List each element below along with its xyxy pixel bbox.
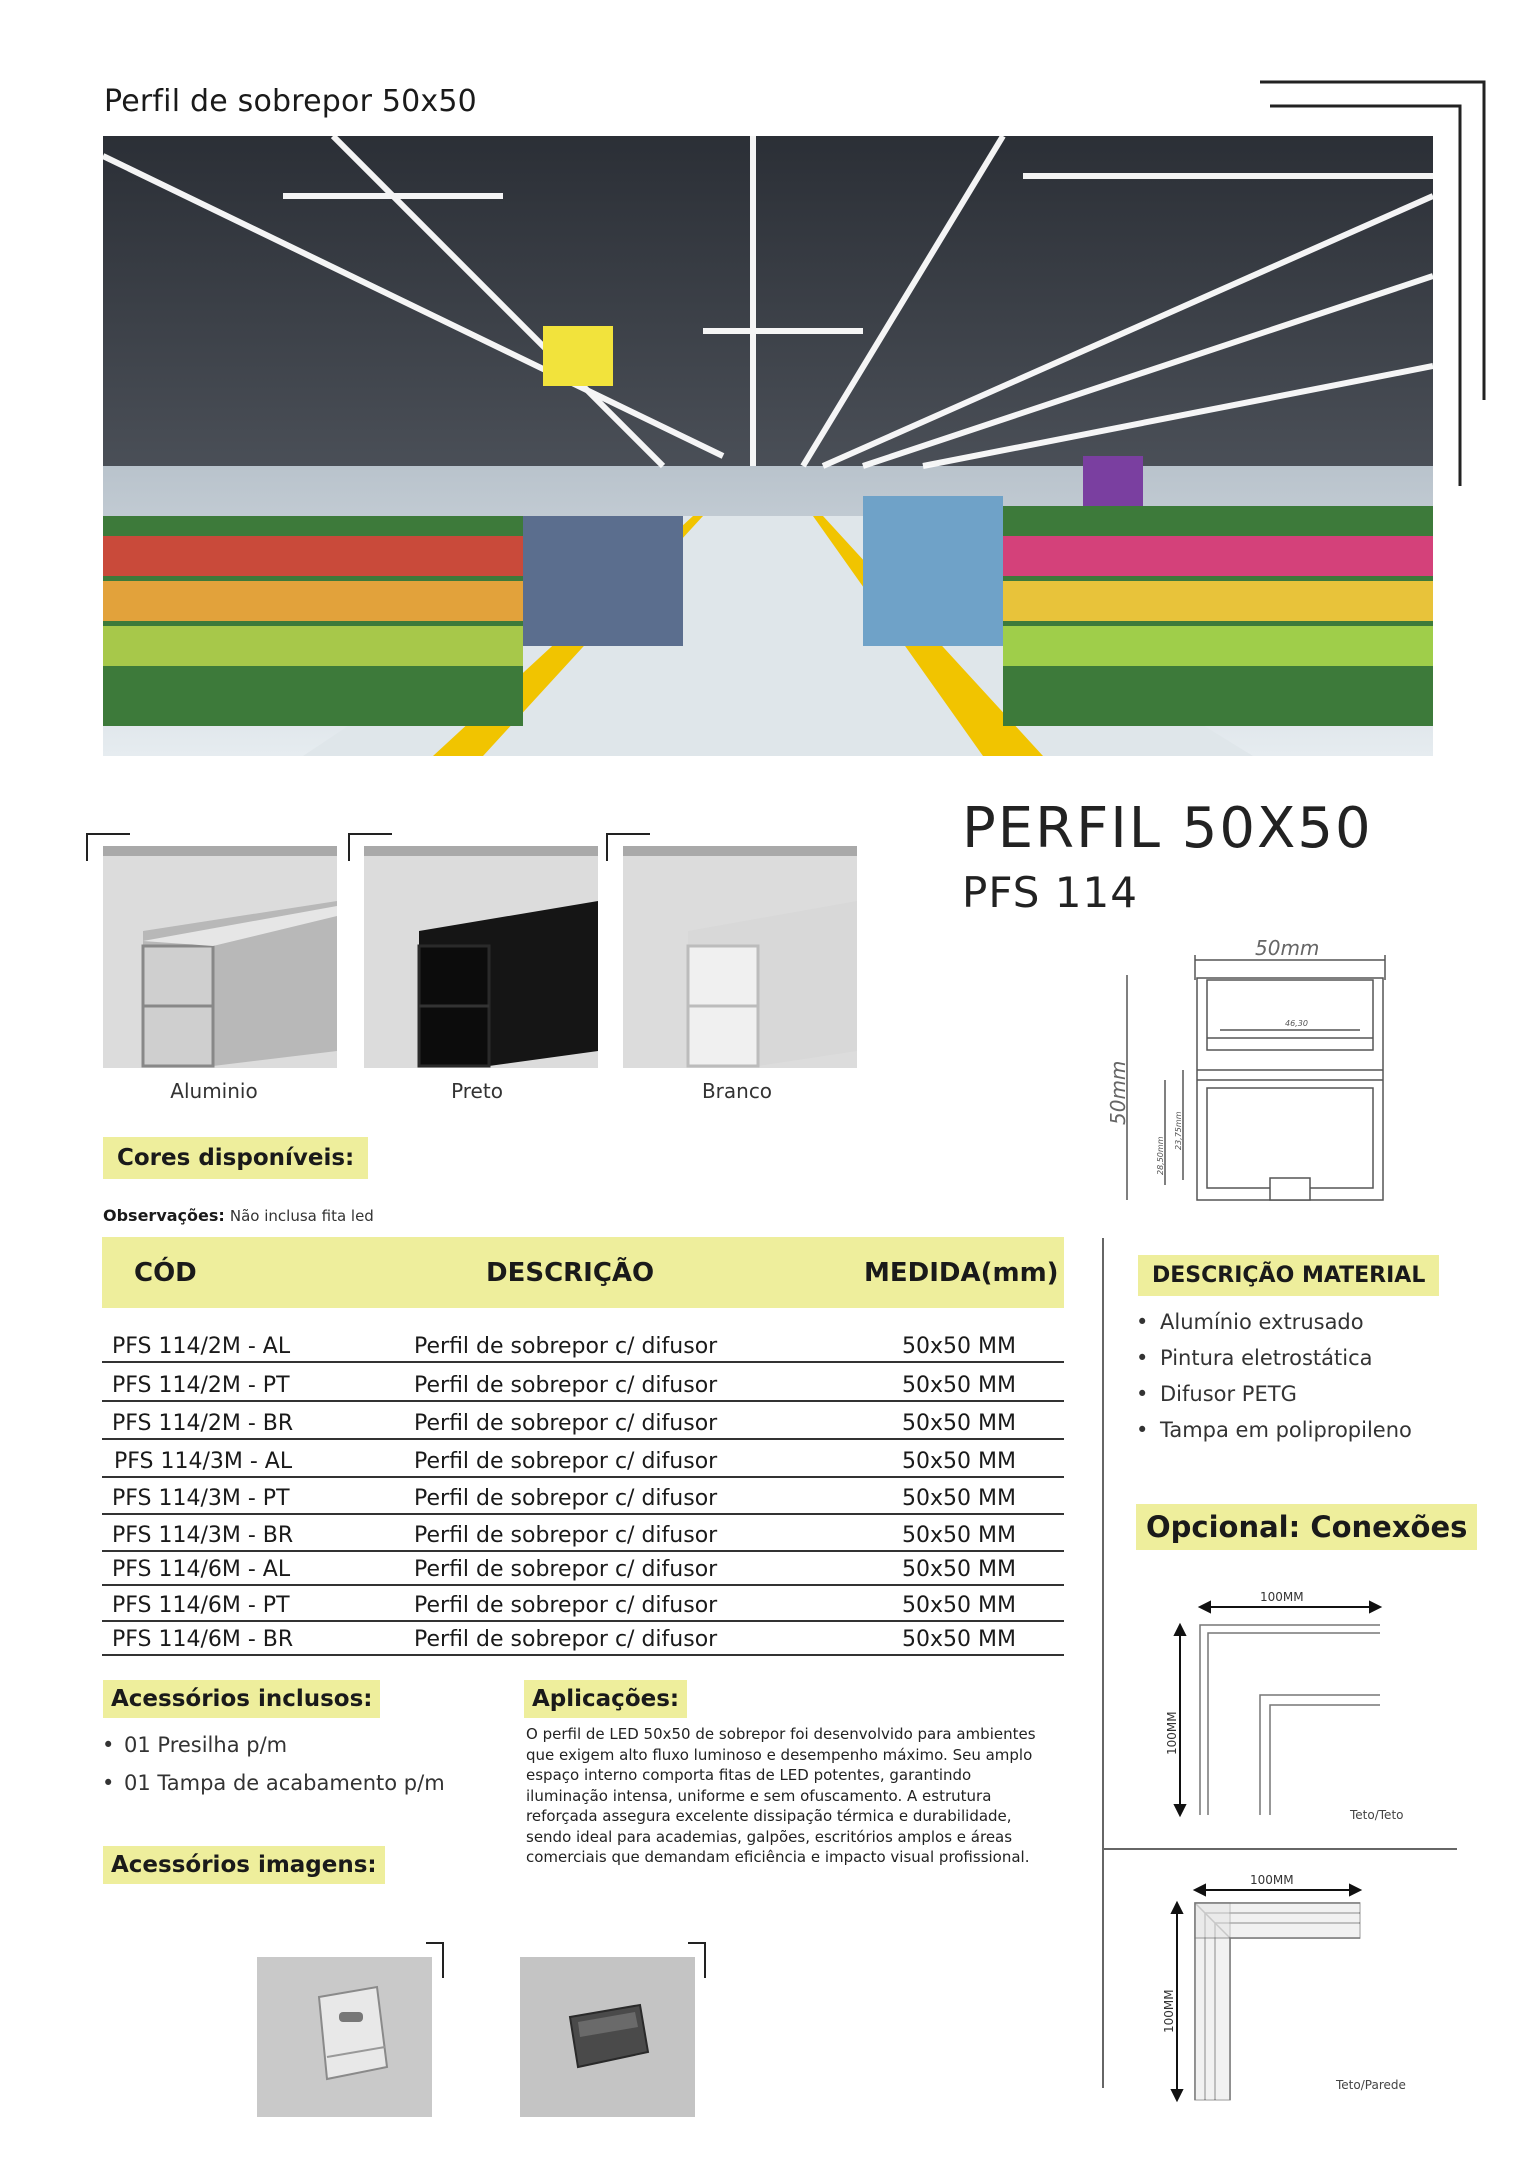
material-item: • Pintura eletrostática [1160, 1346, 1412, 1370]
connection-teto-teto [1160, 1585, 1390, 1835]
applications-line: espaço interno comporta fitas de LED potentes, garantindo [526, 1766, 972, 1784]
row-measure: 50x50 MM [902, 1593, 1016, 1618]
material-tag: DESCRIÇÃO MATERIAL [1138, 1255, 1439, 1296]
profile-drawing [1095, 930, 1395, 1210]
header-description: DESCRIÇÃO [486, 1257, 655, 1288]
row-description: Perfil de sobrepor c/ difusor [414, 1593, 718, 1618]
applications-line: reforçada assegura excelente dissipação térmica e durabilidade, [526, 1807, 1012, 1825]
material-item: • Alumínio extrusado [1160, 1310, 1412, 1334]
row-measure: 50x50 MM [902, 1523, 1016, 1548]
table-header [102, 1237, 1064, 1308]
accessory-item: • 01 Tampa de acabamento p/m [124, 1771, 445, 1795]
table-row [102, 1516, 1064, 1552]
table-row [102, 1327, 1064, 1363]
row-code: PFS 114/3M - BR [112, 1523, 294, 1548]
row-description: Perfil de sobrepor c/ difusor [414, 1411, 718, 1436]
row-description: Perfil de sobrepor c/ difusor [414, 1523, 718, 1548]
table-row [102, 1404, 1064, 1440]
drawing-height-label: 50mm [1106, 1060, 1130, 1125]
accessories-list [124, 1733, 445, 1809]
colors-tag: Cores disponíveis: [103, 1137, 368, 1179]
row-code: PFS 114/2M - PT [112, 1373, 290, 1398]
row-description: Perfil de sobrepor c/ difusor [414, 1627, 718, 1652]
applications-line: que exigem alto fluxo luminoso e desempenho máximo. Seu amplo [526, 1745, 1033, 1764]
applications-line: O perfil de LED 50x50 de sobrepor foi desenvolvido para ambientes [526, 1725, 1036, 1743]
row-description: Perfil de sobrepor c/ difusor [414, 1449, 718, 1474]
row-code: PFS 114/6M - PT [112, 1593, 290, 1618]
swatch-label-aluminio: Aluminio [170, 1079, 258, 1103]
column-divider [1102, 1238, 1104, 2088]
row-code: PFS 114/6M - AL [112, 1557, 291, 1582]
hero-image [103, 136, 1433, 756]
swatch-label-branco: Branco [701, 1079, 773, 1103]
row-measure: 50x50 MM [902, 1449, 1016, 1474]
observations-text: Não inclusa fita led [229, 1207, 374, 1225]
connection-teto-parede [1160, 1868, 1390, 2108]
material-item: • Tampa em polipropileno [1160, 1418, 1412, 1442]
row-description: Perfil de sobrepor c/ difusor [414, 1557, 718, 1582]
connection-width: 100MM [1260, 1590, 1304, 1604]
observations [103, 1206, 374, 1225]
row-measure: 50x50 MM [902, 1373, 1016, 1398]
row-measure: 50x50 MM [902, 1334, 1016, 1359]
row-measure: 50x50 MM [902, 1557, 1016, 1582]
observations-label: Observações: [103, 1206, 225, 1225]
drawing-dim-b: 23,75mm [1174, 1111, 1183, 1150]
accessory-item: • 01 Presilha p/m [124, 1733, 445, 1757]
optional-tag: Opcional: Conexões [1136, 1504, 1477, 1550]
connection-height: 100MM [1162, 1989, 1176, 2033]
material-list [1160, 1310, 1412, 1454]
accessories-tag: Acessórios inclusos: [103, 1680, 380, 1718]
swatch-preto [364, 846, 598, 1068]
applications-tag: Aplicações: [524, 1680, 687, 1718]
row-description: Perfil de sobrepor c/ difusor [414, 1334, 718, 1359]
row-description: Perfil de sobrepor c/ difusor [414, 1486, 718, 1511]
row-code: PFS 114/2M - BR [112, 1411, 294, 1436]
table-row [102, 1550, 1064, 1586]
applications-line: sendo ideal para academias, galpões, escritórios amplos e áreas [526, 1827, 1013, 1846]
material-item: • Difusor PETG [1160, 1382, 1412, 1406]
accessories-images-tag: Acessórios imagens: [103, 1846, 385, 1884]
row-measure: 50x50 MM [902, 1411, 1016, 1436]
accessory-image-clip [257, 1957, 432, 2117]
row-code: PFS 114/3M - PT [112, 1486, 290, 1511]
section-divider [1102, 1848, 1457, 1850]
connection-label: Teto/Parede [1336, 2078, 1406, 2092]
product-code: PFS 114 [962, 868, 1138, 917]
header-code: CÓD [134, 1257, 197, 1288]
row-measure: 50x50 MM [902, 1627, 1016, 1652]
table-row [102, 1442, 1064, 1478]
applications-line: iluminação intensa, uniforme e sem ofuscamento. A estrutura [526, 1786, 992, 1805]
applications-line: comerciais que demandam eficiência e impacto visual profissional. [526, 1848, 1030, 1866]
page-title: Perfil de sobrepor 50x50 [104, 84, 477, 119]
connection-height: 100MM [1165, 1711, 1179, 1755]
row-code: PFS 114/2M - AL [112, 1334, 291, 1359]
header-measure: MEDIDA(mm) [864, 1257, 1059, 1288]
row-measure: 50x50 MM [902, 1486, 1016, 1511]
connection-label: Teto/Teto [1350, 1808, 1404, 1822]
row-description: Perfil de sobrepor c/ difusor [414, 1373, 718, 1398]
table-row [102, 1586, 1064, 1622]
accessory-image-endcap [520, 1957, 695, 2117]
drawing-dim-a: 28,50mm [1156, 1136, 1165, 1175]
swatch-branco [623, 846, 857, 1068]
swatch-label-preto: Preto [451, 1079, 503, 1103]
swatch-aluminio [103, 846, 337, 1068]
product-title: PERFIL 50X50 [962, 796, 1373, 861]
drawing-width-label: 50mm [1255, 936, 1320, 960]
applications-text [526, 1724, 1066, 1868]
row-code: PFS 114/6M - BR [112, 1627, 294, 1652]
connection-width: 100MM [1250, 1873, 1294, 1887]
table-row [102, 1479, 1064, 1515]
table-row [102, 1366, 1064, 1402]
row-code: PFS 114/3M - AL [114, 1449, 293, 1474]
table-row [102, 1620, 1064, 1656]
drawing-inner-width: 46,30 [1285, 1019, 1308, 1028]
